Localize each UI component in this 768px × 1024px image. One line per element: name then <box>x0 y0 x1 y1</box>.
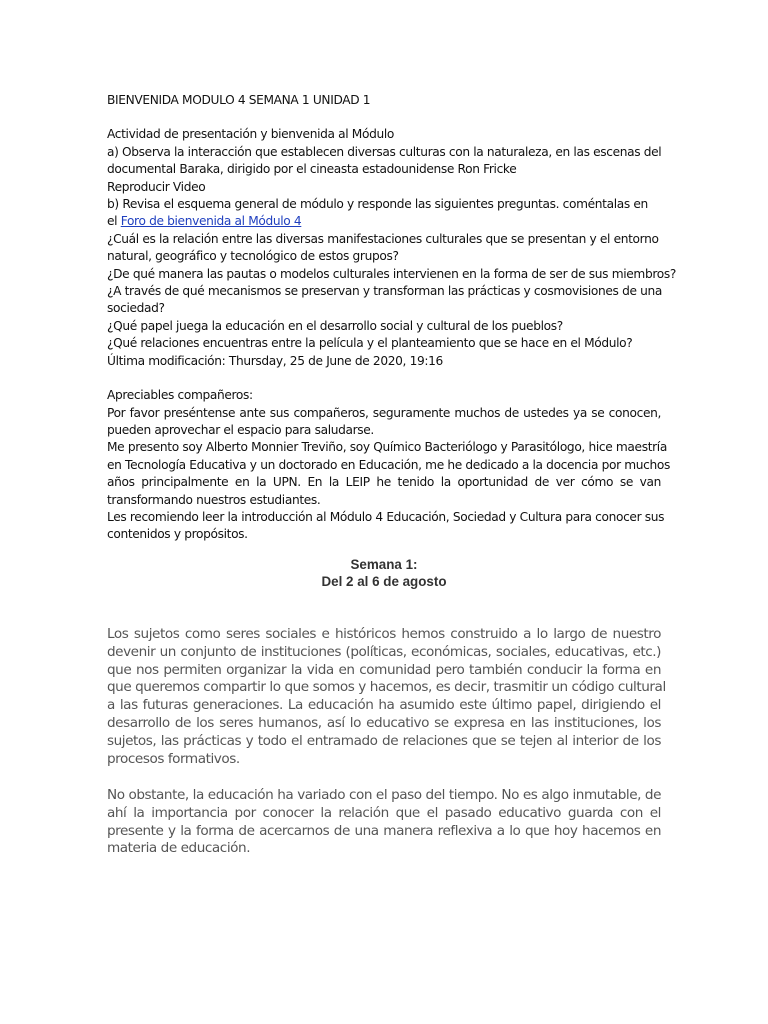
greeting-line: contenidos y propósitos. <box>107 527 248 542</box>
forum-link[interactable]: Foro de bienvenida al Módulo 4 <box>120 214 302 229</box>
paragraph-line: que nos permiten organizar la vida en comunidad pero también conducir la forma en <box>107 661 661 678</box>
intro-block <box>107 92 676 544</box>
question-3-line2: sociedad? <box>107 301 165 316</box>
paragraph-line: ahí la importancia por conocer la relación que el pasado educativo guarda con el <box>107 804 661 821</box>
paragraph-line: sujetos, las prácticas y todo el entramado de relaciones que se tejen al interior de los <box>107 732 661 749</box>
question-4: ¿Qué papel juega la educación en el desarrollo social y cultural de los pueblos? <box>107 318 563 333</box>
week-heading <box>107 556 661 590</box>
greeting-line: Les recomiendo leer la introducción al Módulo 4 Educación, Sociedad y Cultura para conocer sus <box>107 509 665 524</box>
forum-prefix: el <box>107 214 121 229</box>
paragraph-line: devenir un conjunto de instituciones (políticas, económicas, sociales, educativas, etc.) <box>107 643 661 660</box>
paragraph-line: presente y la forma de acercarnos de una manera reflexiva a lo que hoy hacemos en <box>107 822 661 839</box>
question-1-line1: ¿Cuál es la relación entre las diversas manifestaciones culturales que se presentan y el entorno <box>107 231 659 246</box>
instruction-b-line2 <box>107 213 661 230</box>
greeting-line: en Tecnología Educativa y un doctorado en Educación, me he dedicado a la docencia por muchos <box>107 457 670 472</box>
paragraph-line: No obstante, la educación ha variado con el paso del tiempo. No es algo inmutable, de <box>107 787 661 803</box>
paragraph-education-change <box>107 787 661 858</box>
play-video-text: Reproducir Video <box>107 179 206 194</box>
paragraph-line: procesos formativos. <box>107 750 240 767</box>
document-page <box>107 92 676 590</box>
instruction-a-line2: documental Baraka, dirigido por el cineasta estadounidense Ron Fricke <box>107 162 517 177</box>
greeting-salutation: Apreciables compañeros: <box>107 388 253 403</box>
page-title: BIENVENIDA MODULO 4 SEMANA 1 UNIDAD 1 <box>107 93 371 107</box>
question-5: ¿Qué relaciones encuentras entre la película y el planteamiento que se hace en el Módulo? <box>107 336 633 351</box>
question-2: ¿De qué manera las pautas o modelos culturales intervienen en la forma de ser de sus miembros? <box>107 266 676 281</box>
week-title: Semana 1: <box>350 556 418 572</box>
greeting-line: pueden aprovechar el espacio para saludarse. <box>107 422 374 437</box>
paragraph-line: desarrollo de los seres humanos, así lo educativo se expresa en las instituciones, los <box>107 714 661 731</box>
paragraph-education-institutions <box>107 626 666 768</box>
question-1-line2: natural, geográfico y tecnológico de estos grupos? <box>107 249 399 264</box>
paragraph-line: materia de educación. <box>107 840 251 857</box>
instruction-b-line1: b) Revisa el esquema general de módulo y responde las siguientes preguntas. coméntalas en <box>107 197 648 212</box>
greeting-line: transformando nuestros estudiantes. <box>107 492 321 507</box>
paragraph-line: a las futuras generaciones. La educación ha asumido este último papel, dirigiendo el <box>107 697 661 714</box>
paragraph-line: que queremos compartir lo que somos y hacemos, es decir, trasmitir un código cultural <box>107 679 666 696</box>
last-modified: Última modificación: Thursday, 25 de June de 2020, 19:16 <box>107 353 443 368</box>
instruction-a-line1: a) Observa la interacción que establecen diversas culturas con la naturaleza, en las escenas del <box>107 144 662 159</box>
greeting-line: Me presento soy Alberto Monnier Treviño, soy Químico Bacteriólogo y Parasitólogo, hice maestría <box>107 440 667 455</box>
question-3-line1: ¿A través de qué mecanismos se preservan y transforman las prácticas y cosmovisiones de una <box>107 284 662 299</box>
activity-heading: Actividad de presentación y bienvenida al Módulo <box>107 127 394 142</box>
greeting-line: Por favor preséntense ante sus compañeros, seguramente muchos de ustedes ya se conocen, <box>107 405 661 420</box>
greeting-line: años principalmente en la UPN. En la LEIP he tenido la oportunidad de ver cómo se van <box>107 475 661 490</box>
paragraph-line: Los sujetos como seres sociales e históricos hemos construido a lo largo de nuestro <box>107 626 661 642</box>
week-dates: Del 2 al 6 de agosto <box>321 573 447 589</box>
